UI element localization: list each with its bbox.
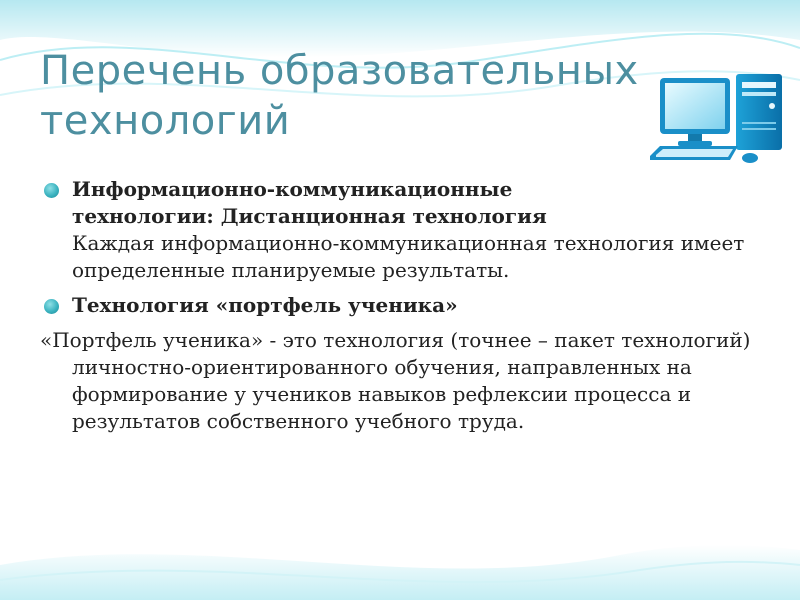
bullet-icon [44,183,59,198]
list-item-portfolio [40,292,770,319]
slide-content [40,176,770,435]
portfolio-description: «Портфель ученика» - это технология (точнее – пакет технологий) личностно-ориентированного обучения, направленных на формирование у учеников навыков рефлексии процесса и результатов собственного учебного труда. [40,328,751,433]
list-item-ict [40,176,770,284]
portfolio-heading: Технология «портфель ученика» [72,293,458,317]
ict-heading-line-2: технологии: Дистанционная технология [72,204,547,228]
ict-description: Каждая информационно-коммуникационная технология имеет определенные планируемые результаты. [72,231,745,282]
background-wave-bottom [0,510,800,600]
slide-title [40,46,640,146]
title-line-2: технологий [40,98,291,144]
desktop-computer-icon [650,60,800,170]
title-line-1: Перечень образовательных [40,48,639,94]
ict-heading-line-1: Информационно-коммуникационные [72,177,513,201]
bullet-icon [44,299,59,314]
